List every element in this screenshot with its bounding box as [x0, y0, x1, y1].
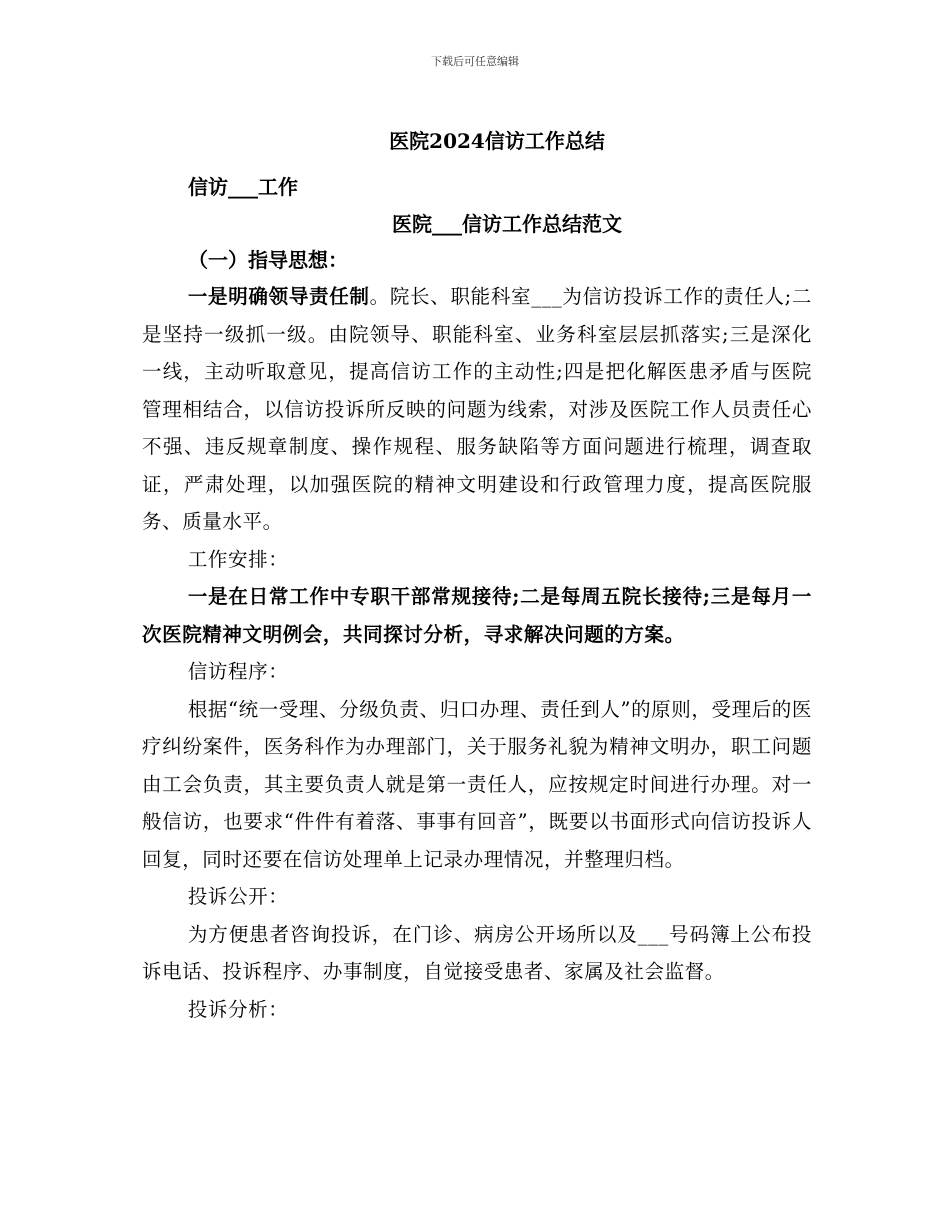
- page-header-note: 下载后可任意编辑: [431, 55, 519, 68]
- paragraph-petition-procedure: 根据“统一受理、分级负责、归口办理、责任到人”的原则，受理后的医疗纠纷案件，医务科作为办理部门，关于服务礼貌为精神文明办，职工问题由工会负责，其主要负责人就是第一责任人，应按规定时间进行办理。对一般信访，也要求“件件有着落、事事有回音”，既要以书面形式向信访投诉人回复，同时还要在信访处理单上记录办理情况，并整理归档。: [142, 697, 812, 871]
- document-body: [142, 120, 812, 1028]
- label-work-arrangement: 工作安排：: [187, 547, 289, 571]
- paragraph-responsibility-body: 。院长、职能科室___为信访投诉工作的责任人;二是坚持一级抓一级。由院领导、职能科室、业务科室层层抓落实;三是深化一线，主动听取意见，提高信访工作的主动性;四是把化解医患矛盾与医院管理相结合，以信访投诉所反映的问题为线索，对涉及医院工作人员责任心不强、违反规章制度、操作规程、服务缺陷等方面问题进行梳理，调查取证，严肃处理，以加强医院的精神文明建设和行政管理力度，提高医院服务、质量水平。: [142, 285, 812, 533]
- document-title: 医院2024信访工作总结: [389, 129, 605, 153]
- section-guiding-thought: （一）指导思想：: [188, 248, 348, 272]
- paragraph-work-arrangement: 一是在日常工作中专职干部常规接待;二是每周五院长接待;三是每月一次医院精神文明例会，共同探讨分析，寻求解决问题的方案。: [142, 585, 812, 646]
- subheading-work: 信访___工作: [188, 175, 298, 199]
- paragraph-responsibility-lead: 一是明确领导责任制: [187, 285, 370, 308]
- paragraph-complaint-public: 为方便患者咨询投诉，在门诊、病房公开场所以及___号码簿上公布投诉电话、投诉程序、办事制度，自觉接受患者、家属及社会监督。: [142, 922, 812, 983]
- subheading-summary: 医院___信访工作总结范文: [392, 212, 622, 236]
- paragraph-responsibility: [142, 278, 812, 541]
- label-petition-procedure: 信访程序：: [187, 660, 289, 683]
- label-complaint-public: 投诉公开：: [187, 885, 289, 908]
- label-complaint-analysis: 投诉分析：: [187, 997, 289, 1021]
